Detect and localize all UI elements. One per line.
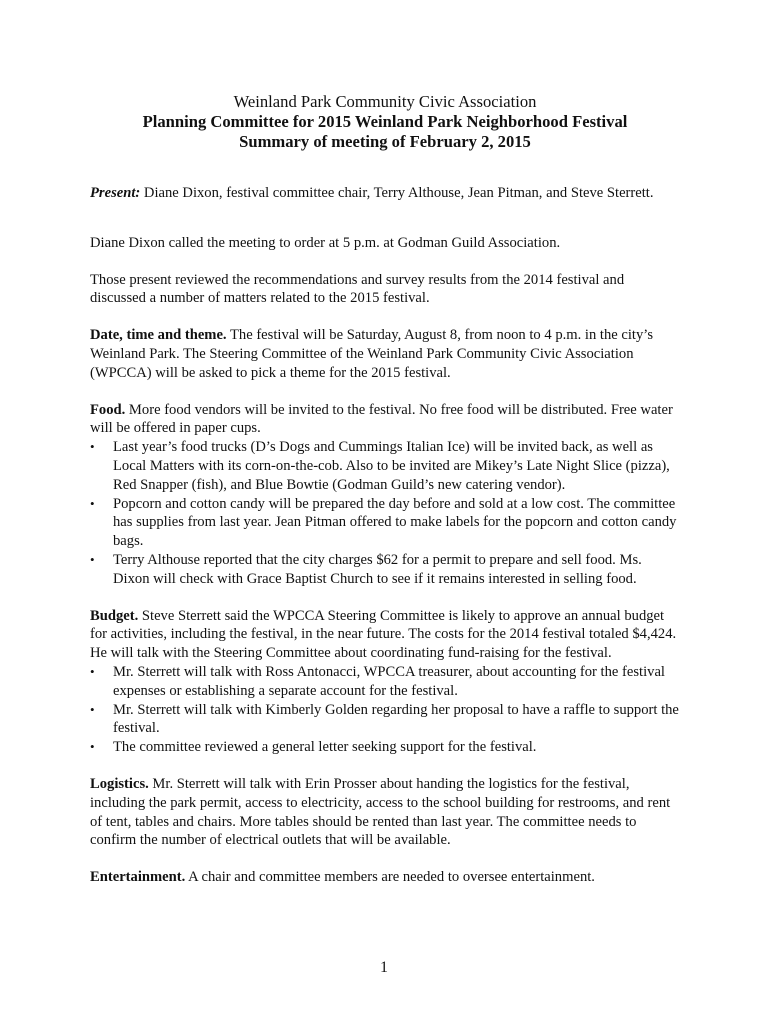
list-item <box>90 438 680 494</box>
list-item-text: Popcorn and cotton candy will be prepared the day before and sold at a low cost. The committee has supplies from last year. Jean Pitman offered to make labels for the popcorn and cotton candy bags. <box>113 495 677 550</box>
food-section <box>90 401 680 439</box>
list-item <box>90 663 680 701</box>
bullet-icon: • <box>90 663 95 679</box>
logistics-section <box>90 775 680 850</box>
logistics-heading: Logistics. <box>90 775 149 792</box>
list-item-text: Mr. Sterrett will talk with Ross Antonacci, WPCCA treasurer, about accounting for the festival expenses or establishing a separate account for the festival. <box>113 663 665 699</box>
food-bullet-list <box>90 438 680 588</box>
budget-heading: Budget. <box>90 607 139 624</box>
list-item <box>90 551 680 589</box>
budget-bullet-list <box>90 663 680 757</box>
budget-section <box>90 607 680 663</box>
budget-text: Steve Sterrett said the WPCCA Steering Committee is likely to approve an annual budget for activities, including the festival, in the near future. The costs for the 2014 festival totaled $4,424. He will talk with the Steering Committee about coordinating fund-raising for the festival. <box>90 607 677 662</box>
organization-title: Weinland Park Community Civic Association <box>233 92 537 111</box>
present-text: Diane Dixon, festival committee chair, Terry Althouse, Jean Pitman, and Steve Sterrett. <box>140 185 654 201</box>
bullet-icon: • <box>90 439 95 455</box>
list-item-text: Last year’s food trucks (D’s Dogs and Cummings Italian Ice) will be invited back, as well as Local Matters with its corn-on-the-cob. Also to be invited are Mikey’s Late Night Slice (pizza), Red Snapper (fish), and Blue Bowtie (Godman Guild’s new catering vendor). <box>113 439 670 493</box>
entertainment-text: A chair and committee members are needed to oversee entertainment. <box>185 869 595 886</box>
list-item-text: Terry Althouse reported that the city charges $62 for a permit to prepare and sell food. Ms. Dixon will check with Grace Baptist Church to see if it remains interested in selling food. <box>113 551 642 587</box>
list-item <box>90 738 680 757</box>
list-item <box>90 495 680 551</box>
date-time-theme-section <box>90 326 680 382</box>
entertainment-heading: Entertainment. <box>90 869 186 886</box>
date-text: The festival will be Saturday, August 8, from noon to 4 p.m. in the city’s Weinland Park. The Steering Committee of the Weinland Park Community Civic Association (WPCCA) will be asked to pick a theme for the 2015 festival. <box>90 327 654 381</box>
list-item-text: The committee reviewed a general letter seeking support for the festival. <box>113 739 537 756</box>
review-paragraph: Those present reviewed the recommendations and survey results from the 2014 festival and discussed a number of matters related to the 2015 festival. <box>90 271 625 307</box>
list-item-text: Mr. Sterrett will talk with Kimberly Golden regarding her proposal to have a raffle to support the festival. <box>113 701 679 737</box>
list-item <box>90 701 680 739</box>
page-number: 1 <box>380 959 388 976</box>
bullet-icon: • <box>90 495 95 511</box>
logistics-text: Mr. Sterrett will talk with Erin Prosser about handing the logistics for the festival, including the park permit, access to electricity, access to the school building for restrooms, and rent of tent, tables and chairs. More tables should be rented than last year. The committee needs to confirm the number of electrical outlets that will be available. <box>90 775 671 849</box>
bullet-icon: • <box>90 701 95 717</box>
bullet-icon: • <box>90 551 95 567</box>
document-header <box>90 92 680 152</box>
bullet-icon: • <box>90 739 95 755</box>
food-heading: Food. <box>90 401 126 418</box>
date-heading: Date, time and theme. <box>90 327 227 344</box>
call-to-order-paragraph: Diane Dixon called the meeting to order at 5 p.m. at Godman Guild Association. <box>90 234 561 251</box>
document-page <box>90 92 680 887</box>
committee-title: Planning Committee for 2015 Weinland Park Neighborhood Festival <box>142 112 628 131</box>
food-text: More food vendors will be invited to the festival. No free food will be distributed. Free water will be offered in paper cups. <box>90 401 673 437</box>
entertainment-section <box>90 868 680 887</box>
meeting-summary-title: Summary of meeting of February 2, 2015 <box>239 132 531 151</box>
attendees-paragraph <box>90 184 680 203</box>
present-label: Present: <box>90 185 141 201</box>
